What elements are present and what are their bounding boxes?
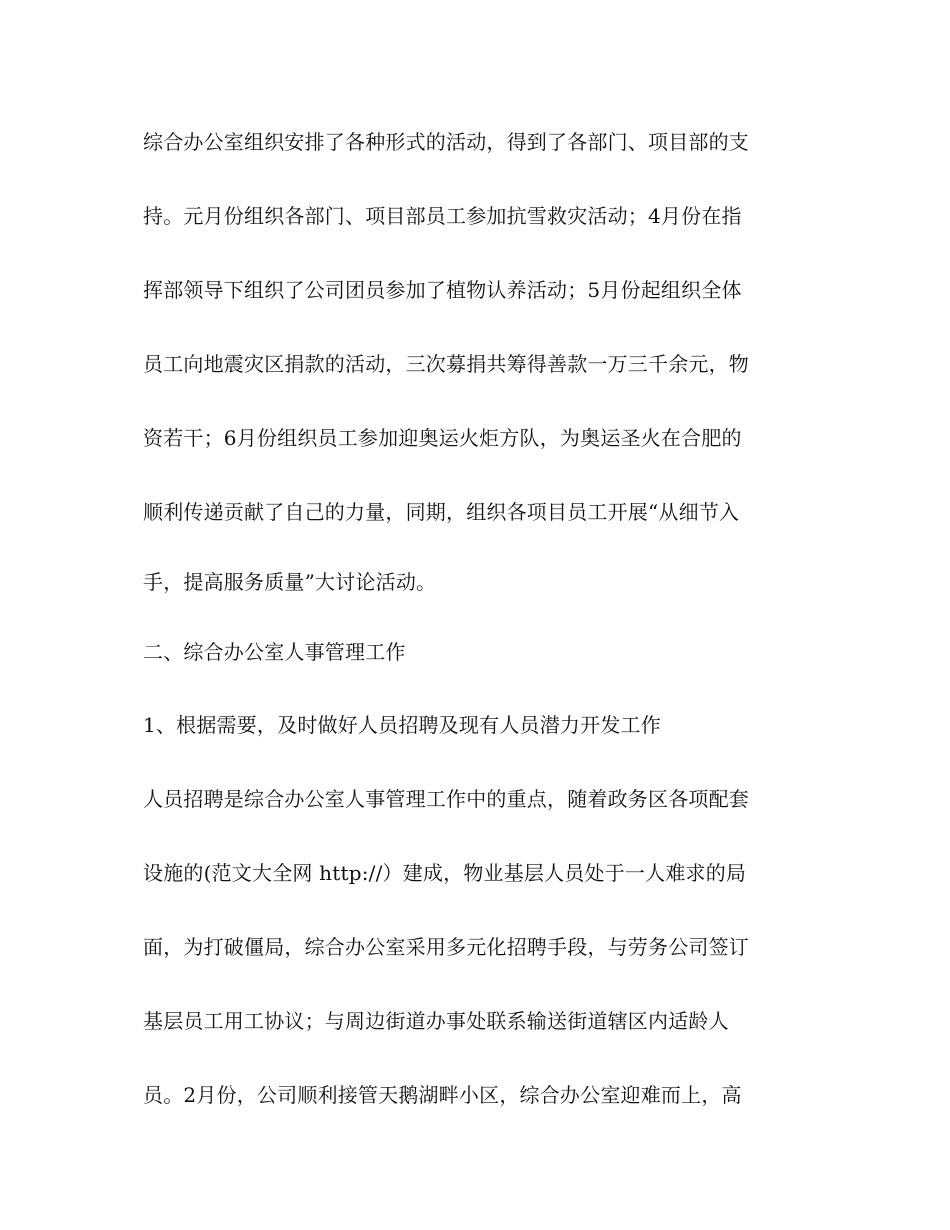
- subsection-heading: 1、根据需要，及时做好人员招聘及现有人员潜力开发工作: [143, 713, 661, 737]
- text-line-12: 面，为打破僵局，综合办公室采用多元化招聘手段，与劳务公司签订: [143, 935, 749, 959]
- text-line-14: 员。2月份，公司顺利接管天鹅湖畔小区，综合办公室迎难而上，高: [143, 1083, 742, 1107]
- text-line-6: 顺利传递贡献了自己的力量，同期，组织各项目员工开展“从细节入: [143, 500, 740, 524]
- text-line-3: 挥部领导下组织了公司团员参加了植物认养活动；5月份起组织全体: [143, 278, 742, 302]
- text-line-10: 人员招聘是综合办公室人事管理工作中的重点，随着政务区各项配套: [143, 787, 749, 811]
- text-line-13: 基层员工用工协议；与周边街道办事处联系输送街道辖区内适龄人: [143, 1009, 729, 1033]
- section-heading: 二、综合办公室人事管理工作: [143, 640, 406, 664]
- text-line-2: 持。元月份组织各部门、项目部员工参加抗雪救灾活动；4月份在指: [143, 204, 742, 228]
- text-line-1: 综合办公室组织安排了各种形式的活动，得到了各部门、项目部的支: [143, 130, 749, 154]
- text-line-5: 资若干；6月份组织员工参加迎奥运火炬方队，为奥运圣火在合肥的: [143, 426, 742, 450]
- text-line-4: 员工向地震灾区捐款的活动，三次募捐共筹得善款一万三千余元，物: [143, 352, 749, 376]
- text-line-11: 设施的(范文大全网 http://）建成，物业基层人员处于一人难求的局: [143, 861, 747, 885]
- text-line-7: 手，提高服务质量”大讨论活动。: [143, 570, 437, 594]
